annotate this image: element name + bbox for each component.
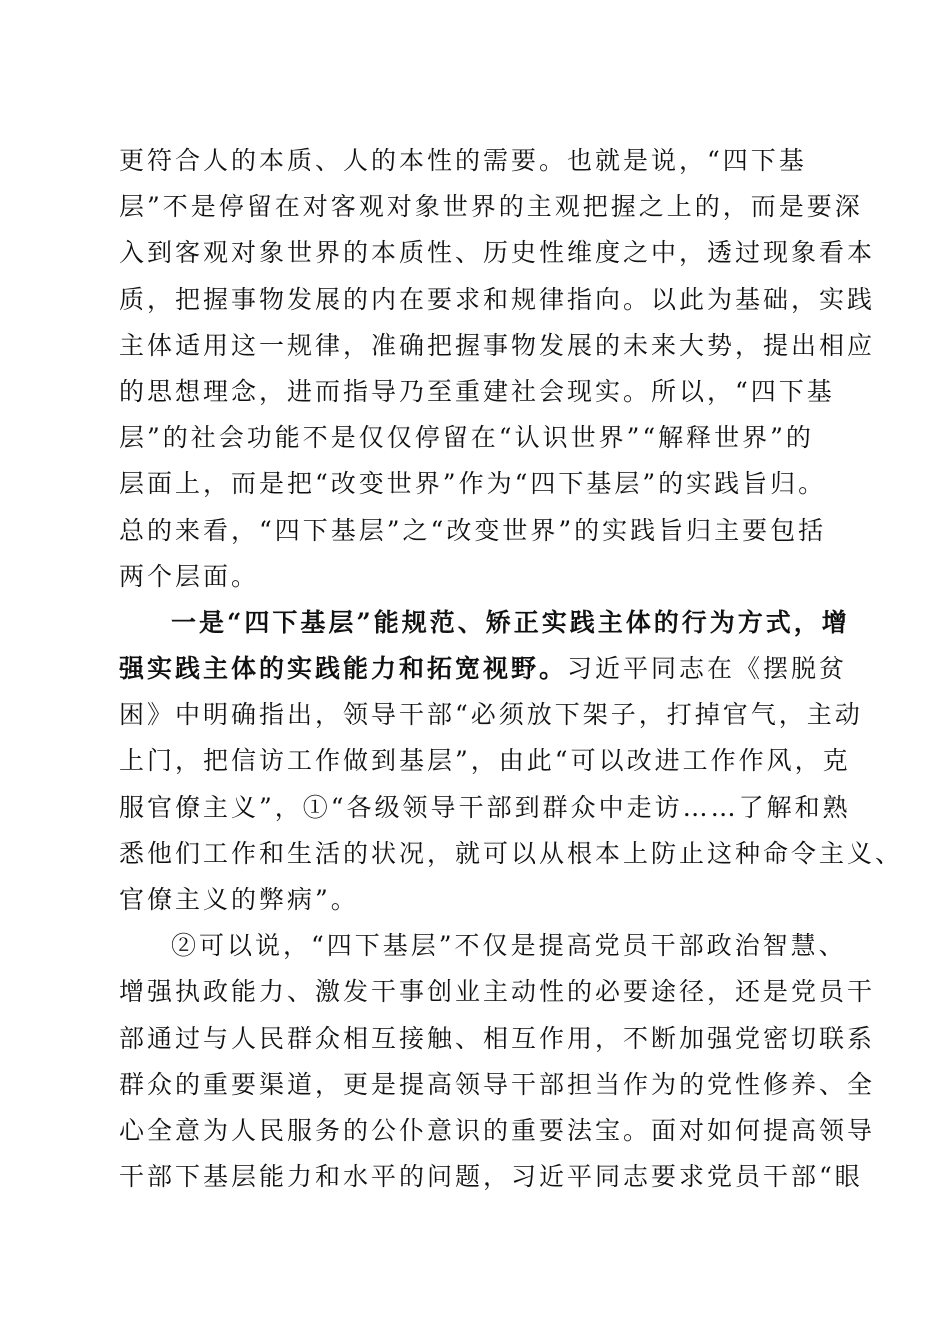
text-line: 层”的社会功能不是仅仅停留在“认识世界”“解释世界”的 <box>119 423 814 453</box>
bold-text-span: 强实践主体的实践能力和拓宽视野。 <box>119 654 568 684</box>
text-line: 干部下基层能力和水平的问题，习近平同志要求党员干部“眼 <box>119 1162 863 1192</box>
text-line: 悉他们工作和生活的状况，就可以从根本上防止这种命令主义、 <box>119 838 904 868</box>
text-line: 主体适用这一规律，准确把握事物发展的未来大势，提出相应 <box>119 330 876 360</box>
text-line: 困》中明确指出，领导干部“必须放下架子，打掉官气，主动 <box>119 700 863 730</box>
text-span: 习近平同志在《摆脱贫 <box>567 654 848 684</box>
bold-text-line: 一是“四下基层”能规范、矫正实践主体的行为方式，增 <box>171 607 850 637</box>
text-line: 群众的重要渠道，更是提高领导干部担当作为的党性修养、全 <box>119 1069 876 1099</box>
text-line: 层”不是停留在对客观对象世界的主观把握之上的，而是要深 <box>119 192 863 222</box>
body-text <box>119 138 904 1200</box>
text-line: 层面上，而是把“改变世界”作为“四下基层”的实践旨归。 <box>119 469 827 499</box>
text-line: 官僚主义的弊病”。 <box>119 885 359 914</box>
text-line: 质，把握事物发展的内在要求和规律指向。以此为基础，实践 <box>119 284 876 314</box>
text-line <box>119 646 859 692</box>
text-line: 服官僚主义”，①“各级领导干部到群众中走访……了解和熟 <box>119 792 851 822</box>
text-line: 更符合人的本质、人的本性的需要。也就是说，“四下基 <box>119 146 807 175</box>
text-line: 部通过与人民群众相互接触、相互作用，不断加强党密切联系 <box>119 1023 876 1053</box>
text-line: 增强执政能力、激发干事创业主动性的必要途径，还是党员干 <box>119 977 876 1007</box>
text-line: 上门，把信访工作做到基层”，由此“可以改进工作作风，克 <box>119 746 851 776</box>
text-line: 两个层面。 <box>119 561 260 591</box>
text-line: 入到客观对象世界的本质性、历史性维度之中，透过现象看本 <box>119 238 876 268</box>
text-line: 总的来看，“四下基层”之“改变世界”的实践旨归主要包括 <box>119 515 827 545</box>
text-line: 的思想理念，进而指导乃至重建社会现实。所以，“四下基 <box>119 376 835 406</box>
text-line: 心全意为人民服务的公仆意识的重要法宝。面对如何提高领导 <box>119 1115 876 1145</box>
text-line: ②可以说，“四下基层”不仅是提高党员干部政治智慧、 <box>171 931 847 961</box>
